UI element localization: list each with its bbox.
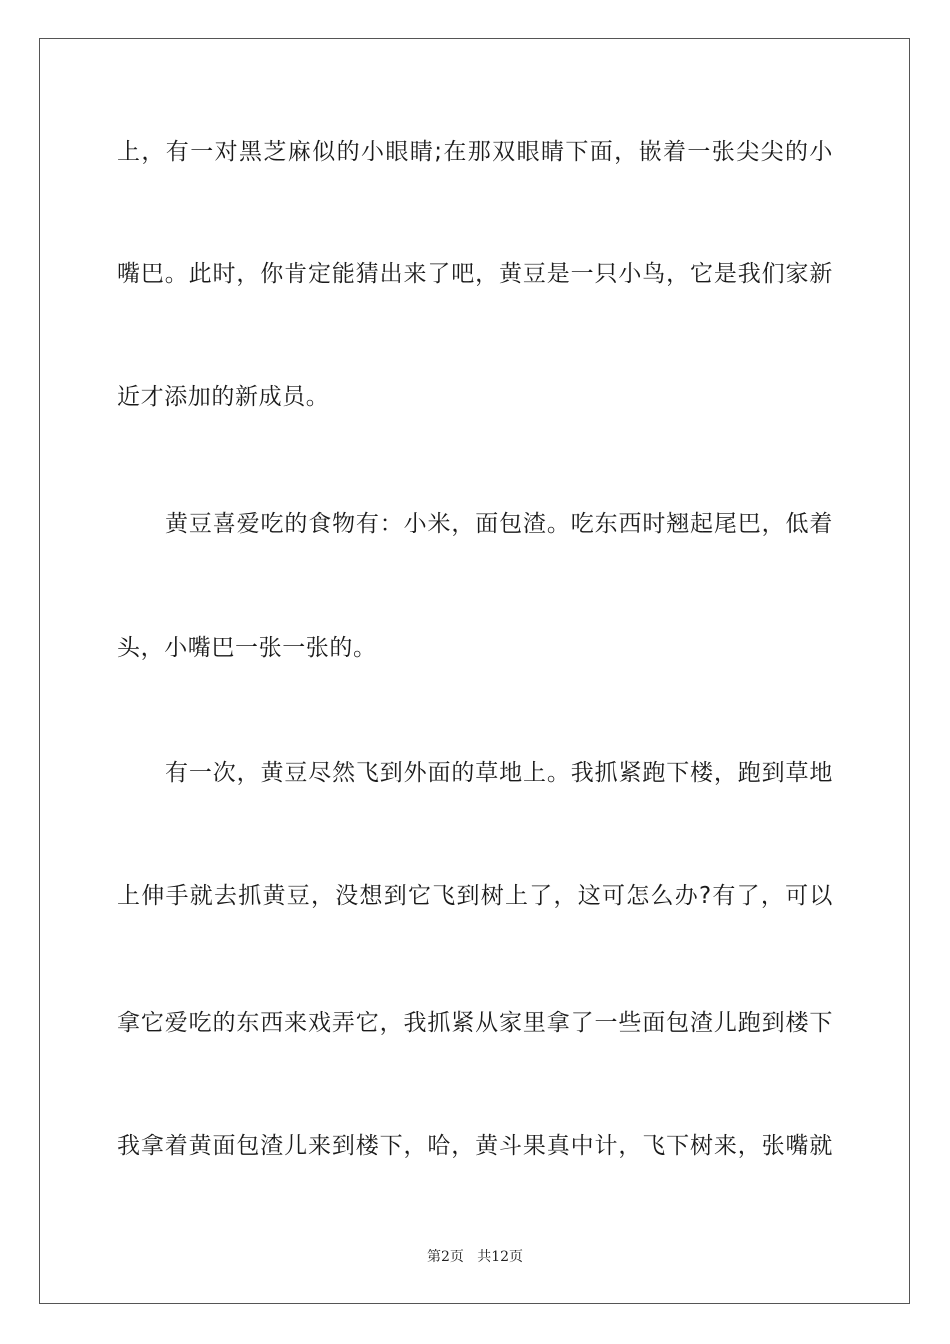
text-line-6: 有一次，黄豆尽然飞到外面的草地上。我抓紧跑下楼，跑到草地 <box>165 760 833 786</box>
text-line-2: 嘴巴。此时，你肯定能猜出来了吧，黄豆是一只小鸟，它是我们家新 <box>117 261 833 287</box>
text-line-4: 黄豆喜爱吃的食物有：小米，面包渣。吃东西时翘起尾巴，低着 <box>165 511 833 537</box>
page-number-footer: 第2页 共12页 <box>426 1249 524 1265</box>
page-border <box>39 38 910 1304</box>
text-line-7: 上伸手就去抓黄豆，没想到它飞到树上了，这可怎么办?有了，可以 <box>117 883 833 909</box>
text-line-1: 上，有一对黑芝麻似的小眼睛;在那双眼睛下面，嵌着一张尖尖的小 <box>117 139 833 165</box>
text-line-3: 近才添加的新成员。 <box>117 384 330 410</box>
text-line-5: 头，小嘴巴一张一张的。 <box>117 635 377 661</box>
text-line-9: 我拿着黄面包渣儿来到楼下，哈，黄斗果真中计，飞下树来，张嘴就 <box>117 1133 833 1159</box>
text-line-8: 拿它爱吃的东西来戏弄它，我抓紧从家里拿了一些面包渣儿跑到楼下 <box>117 1010 833 1036</box>
